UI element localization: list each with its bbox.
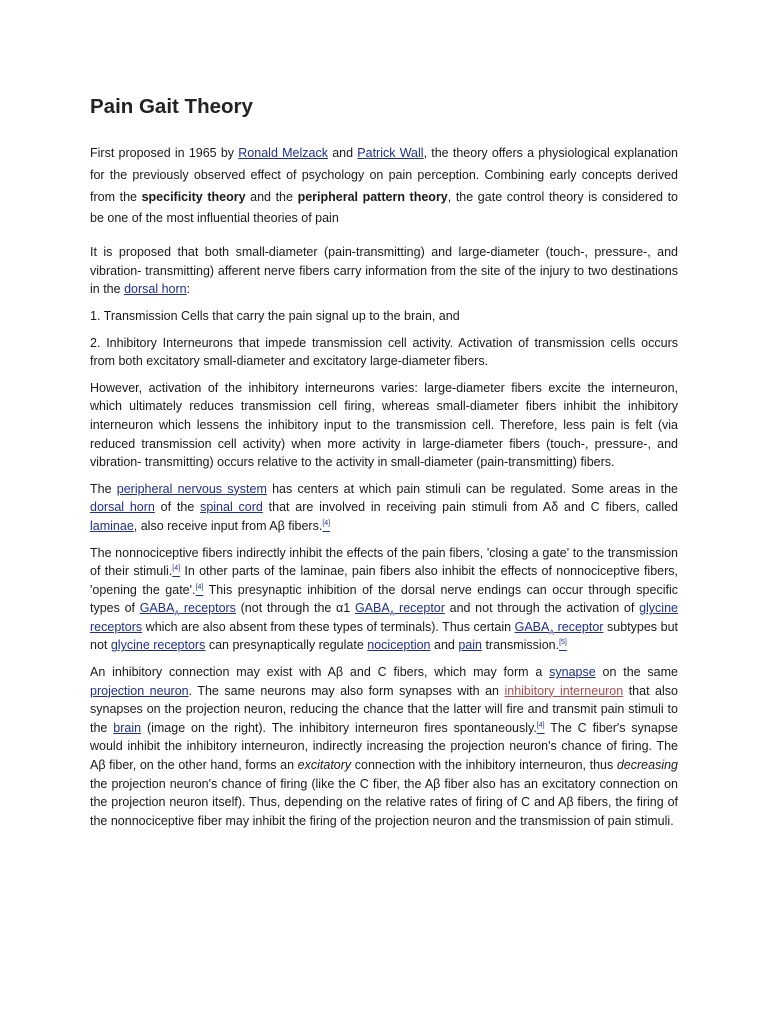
link-synapse[interactable]: synapse xyxy=(549,665,596,680)
italic-excitatory: excitatory xyxy=(297,758,352,773)
italic-decreasing: decreasing xyxy=(616,758,678,773)
text: and not through the activation of xyxy=(444,601,640,616)
reference-link-4: [4] xyxy=(536,721,545,729)
text: connection with the inhibitory interneuron, thus xyxy=(351,758,617,773)
link-ronald-melzack[interactable]: Ronald Melzack xyxy=(238,146,328,160)
text: , the theory offers a physiological explanation for the previously observed effect of psychology on pain perception. Combining early concepts derived from the xyxy=(90,146,678,204)
link-gaba-a-receptor[interactable] xyxy=(514,619,604,637)
text: of the xyxy=(154,500,201,515)
text: GABA xyxy=(354,601,390,616)
paragraph-intro xyxy=(90,143,678,230)
link-projection-neuron[interactable]: projection neuron xyxy=(90,683,189,698)
text: (not through the α1 xyxy=(235,601,355,616)
text: the projection neuron's chance of firing (like the C fiber, the Aβ fiber also has an excitatory connection on the projection neuron itself). Thus, depending on the relative rates of firing of C and Aβ fibers, the firing of the nonnociceptive fiber may inhibit the firing of the projection neuron and the transmission of pain stimuli. xyxy=(90,776,678,828)
paragraph-inhibitory-connection xyxy=(90,663,678,830)
text: It is proposed that both small-diameter (pain-transmitting) and large-diameter (touch-, pressure-, and vibration- transmitting) afferent nerve fibers carry information from the site of the injury to two destinations in the xyxy=(90,245,678,297)
text: GABA xyxy=(139,601,175,616)
text: In other parts of the laminae, pain fibers also inhibit the effects of nonnociceptive fibers, 'opening the gate'. xyxy=(90,564,678,597)
text: that are involved in receiving pain stimuli from Aδ and C fibers, called xyxy=(262,500,678,515)
link-patrick-wall[interactable]: Patrick Wall xyxy=(357,146,424,160)
text: The C fiber's synapse would inhibit the inhibitory interneuron, indirectly increasing the projection neuron's chance of firing. The Aβ fiber, on the other hand, forms an xyxy=(90,720,678,773)
link-gaba-a-receptors[interactable] xyxy=(139,601,236,618)
text: which are also absent from these types of terminals). Thus certain xyxy=(142,619,515,634)
paragraph-destinations xyxy=(90,243,678,299)
document-body xyxy=(90,92,678,838)
text: The xyxy=(90,481,117,496)
text: GABA xyxy=(514,619,550,634)
link-dorsal-horn[interactable]: dorsal horn xyxy=(124,282,187,297)
text: receptors xyxy=(179,601,236,616)
link-glycine-receptors[interactable]: glycine receptors xyxy=(90,601,678,634)
text: and xyxy=(327,146,358,160)
bold-specificity-theory: specificity theory xyxy=(141,189,246,204)
text: : xyxy=(186,282,191,297)
link-laminae[interactable]: laminae xyxy=(90,518,134,533)
text: receptor xyxy=(394,601,445,616)
paragraph-activation: However, activation of the inhibitory interneurons varies: large-diameter fibers excite the interneuron, which ultimately reduces transmission cell firing, whereas small-diameter fibers inhibit the inhibitory interneuron which lessens the inhibitory input to the transmission cell. Therefore, less pain is felt (via reduced transmission cell activity) when more activity in large-diameter fibers (touch-, pressure-, and vibration- transmitting) occurs relative to the activity in small-diameter (pain-transmitting) fibers. xyxy=(90,380,678,470)
link-peripheral-nervous-system[interactable]: peripheral nervous system xyxy=(116,481,267,496)
text: on the same xyxy=(595,665,679,680)
text: This presynaptic inhibition of the dorsal nerve endings can occur through specific types of xyxy=(90,582,678,616)
text: First proposed in 1965 by xyxy=(90,146,239,160)
text: subtypes but not xyxy=(90,619,678,653)
link-gaba-a-receptor[interactable] xyxy=(354,601,445,618)
text: can presynaptically regulate xyxy=(205,638,368,653)
reference-link-5: [5] xyxy=(559,639,567,647)
text: that also synapses on the projection neuron, reducing the chance that the latter will fire and transmit pain stimuli to the xyxy=(90,683,678,735)
link-brain[interactable]: brain xyxy=(113,720,142,735)
text: has centers at which pain stimuli can be regulated. Some areas in the xyxy=(266,481,678,496)
link-pain[interactable]: pain xyxy=(458,638,482,653)
subscript: A xyxy=(549,629,555,637)
text: An inhibitory connection may exist with Aβ and C fibers, which may form a xyxy=(90,665,550,680)
subscript: A xyxy=(389,610,395,618)
reference-link-4: [4] xyxy=(172,564,181,572)
text: , also receive input from Aβ fibers. xyxy=(133,518,323,533)
text: The nonnociceptive fibers indirectly inhibit the effects of the pain fibers, 'closing a gate' to the transmission of their stimuli. xyxy=(90,545,678,579)
page-title: Pain Gait Theory xyxy=(90,95,253,118)
paragraph-transmission-cells: 1. Transmission Cells that carry the pain signal up to the brain, and xyxy=(90,308,460,323)
paragraph-nonnociceptive xyxy=(90,544,678,656)
reference-link-4: [4] xyxy=(195,583,204,591)
link-dorsal-horn[interactable]: dorsal horn xyxy=(90,500,155,515)
link-nociception[interactable]: nociception xyxy=(367,638,431,653)
text: receptor xyxy=(554,619,604,634)
text: and the xyxy=(245,189,298,204)
paragraph-peripheral-nervous-system xyxy=(90,480,678,536)
subscript: A xyxy=(174,610,180,618)
text: transmission. xyxy=(481,638,560,653)
reference-link-4: [4] xyxy=(322,519,331,527)
link-spinal-cord[interactable]: spinal cord xyxy=(200,500,263,515)
bold-peripheral-pattern-theory: peripheral pattern theory xyxy=(297,189,448,204)
link-inhibitory-interneuron[interactable]: inhibitory interneuron xyxy=(504,683,624,698)
text: and xyxy=(430,638,459,653)
text: . The same neurons may also form synapses with an xyxy=(188,683,505,698)
link-glycine-receptors[interactable]: glycine receptors xyxy=(110,638,206,653)
paragraph-inhibitory-interneurons: 2. Inhibitory Interneurons that impede transmission cell activity. Activation of transmission cells occurs from both excitatory small-diameter and excitatory large-diameter fibers. xyxy=(90,335,678,369)
text: (image on the right). The inhibitory interneuron fires spontaneously. xyxy=(141,720,537,735)
text: , the gate control theory is considered to be one of the most influential theories of pain xyxy=(90,189,678,226)
